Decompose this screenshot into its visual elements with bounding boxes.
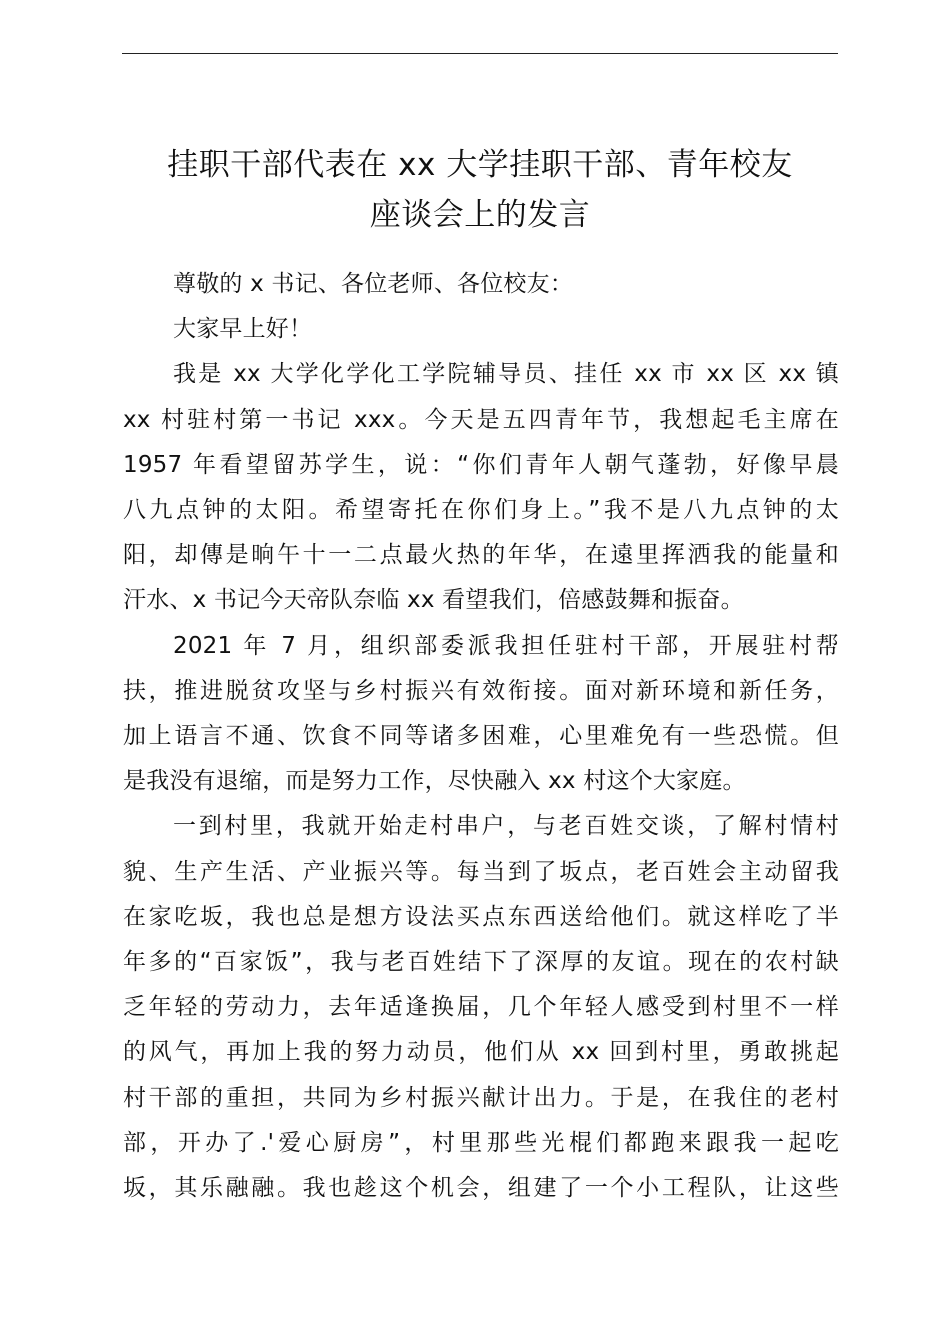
paragraph-3 <box>123 804 839 1211</box>
paragraph-line: 村干部的重担，共同为乡村振兴献计出力。于是，在我住的老村 <box>123 1084 839 1111</box>
greeting-paragraph <box>123 307 839 352</box>
paragraph-line: 2021 年 7 月，组织部委派我担任驻村干部，开展驻村帮 <box>173 632 839 659</box>
paragraph-line: 我是 xx 大学化学化工学院辅导员、挂任 xx 市 xx 区 xx 镇 <box>173 361 839 388</box>
paragraph-line: 是我没有退缩，而是努力工作，尽快融入 xx 村这个大家庭。 <box>123 768 746 795</box>
paragraph-1 <box>123 352 839 623</box>
paragraph-line: 汗水、x 书记今天帝队奈临 xx 看望我们，倍感鼓舞和振奋。 <box>123 587 744 614</box>
paragraph-line: 年多的“百家饭”，我与老百姓结下了深厚的友谊。现在的农村缺 <box>123 949 839 976</box>
salutation-paragraph <box>123 262 839 307</box>
paragraph-line: 貌、生产生活、产业振兴等。每当到了坂点，老百姓会主动留我 <box>123 858 839 885</box>
paragraph-line: 的风气，再加上我的努力动员，他们从 xx 回到村里，勇敢挑起 <box>123 1039 839 1066</box>
document-title <box>110 140 850 240</box>
salutation: 尊敬的 x 书记、各位老师、各位校友： <box>173 271 574 297</box>
greeting: 大家早上好！ <box>173 316 313 343</box>
paragraph-line: 扶，推进脱贫攻坚与乡村振兴有效衔接。面对新环境和新任务， <box>123 677 839 704</box>
paragraph-line: 1957 年看望留苏学生，说：“你们青年人朝气蓬勃，好像早晨 <box>123 451 839 478</box>
paragraph-line: 阳，却傳是晌午十一二点最火热的年华，在遠里挥洒我的能量和 <box>123 542 839 569</box>
paragraph-2 <box>123 624 839 805</box>
paragraph-line: 在家吃坂，我也总是想方设法买点东西送给他们。就这样吃了半 <box>123 903 839 930</box>
paragraph-line: 部，开办了.'爱心厨房”，村里那些光棍们都跑来跟我一起吃 <box>123 1129 839 1156</box>
body-text <box>123 262 839 1211</box>
paragraph-line: 坂，其乐融融。我也趁这个机会，组建了一个小工程队，让这些 <box>123 1175 839 1202</box>
title-line-2: 座谈会上的发言 <box>369 197 591 233</box>
paragraph-line: 加上语言不通、饮食不同等诸多困难，心里难免有一些恐慌。但 <box>123 723 839 750</box>
header-rule <box>122 53 838 54</box>
paragraph-line: 八九点钟的太阳。希望寄托在你们身上。”我不是八九点钟的太 <box>123 497 839 524</box>
title-line-1: 挂职干部代表在 xx 大学挂职干部、青年校友 <box>167 147 793 183</box>
paragraph-line: 乏年轻的劳动力，去年适逢换届，几个年轻人感受到村里不一样 <box>123 994 839 1021</box>
paragraph-line: 一到村里，我就开始走村串户，与老百姓交谈，了解村情村 <box>173 813 839 840</box>
paragraph-line: xx 村驻村第一书记 xxx。今天是五四青年节，我想起毛主席在 <box>123 406 839 433</box>
